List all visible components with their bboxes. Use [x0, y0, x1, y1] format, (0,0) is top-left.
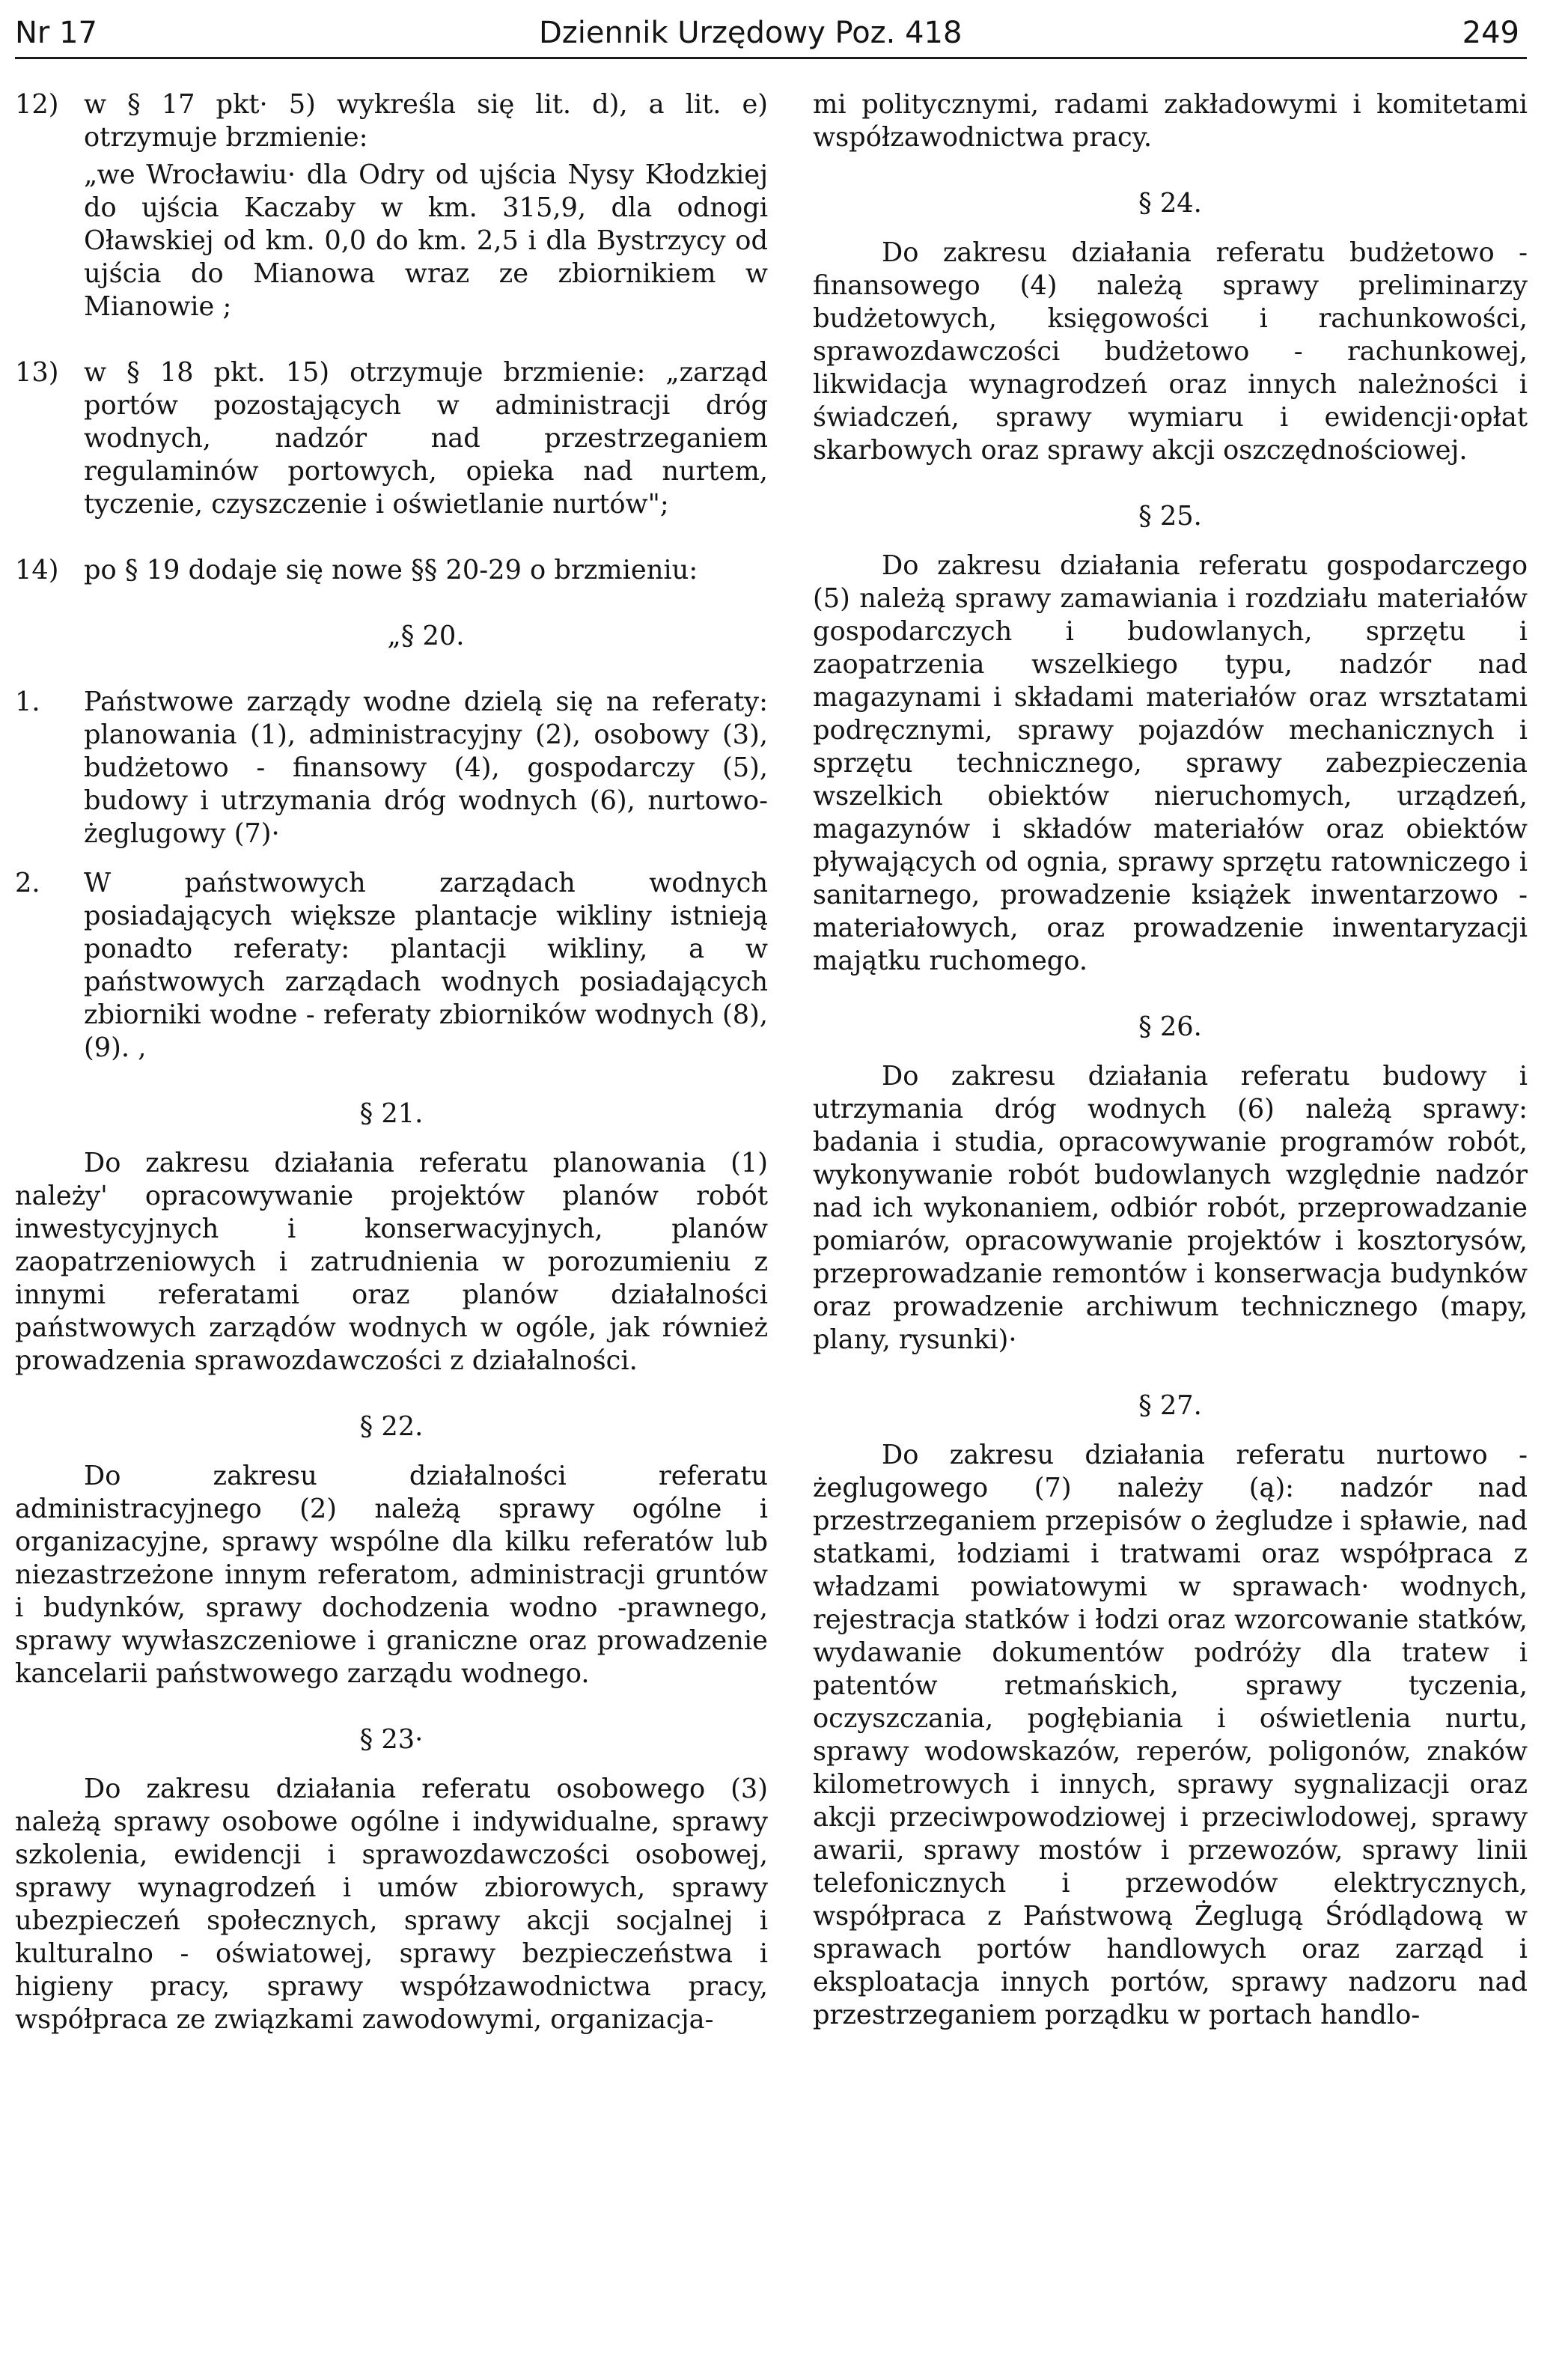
page-header [15, 7, 1527, 59]
section-26-title: § 26. [1138, 1011, 1202, 1042]
section-26-text: Do zakresu działania referatu budowy i utrzymania dróg wodnych (6) należą sprawy: badania i studia, opracowywanie programów robót, wykonywanie robót budowlanych względnie nadzór nad ich wykonaniem, odbiór robót, przeprowadzanie pomiarów, opracowywanie projektów i kosztorysów, przeprowadzanie remontów i konserwacja budynków oraz prowadzenie archiwum technicznego (mapy, plany, rysunki)· [813, 1061, 1528, 1355]
amendment-item-13 [15, 356, 768, 521]
item-number: 12) [15, 89, 59, 120]
section-27-text: Do zakresu działania referatu nurtowo - żeglugowego (7) należy (ą): nadzór nad przestrzeganiem przepisów o żegludze i spławie, nad statkami, łodziami i tratwami oraz współpraca z władzami powiatowymi w sprawach· wodnych, rejestracja statków i łodzi oraz wzorcowanie statków, wydawanie dokumentów podróży dla tratew i patentów retmańskich, sprawy tyczenia, oczyszczania, pogłębiania i oświetlenia nurtu, sprawy wodowskazów, reperów, poligonów, znaków kilometrowych i innych, sprawy sygnalizacji oraz akcji przeciwpowodziowej i przeciwlodowej, sprawy awarii, sprawy mostów i przewozów, sprawy linii telefonicznych i przewodów elektrycznych, współpraca z Państwową Żeglugą Śródlądową w sprawach portów handlowych oraz zarząd i eksploatacja innych portów, sprawy nadzoru nad przestrzeganiem porządku w portach handlo- [813, 1440, 1528, 2030]
page-number: 249 [1462, 16, 1519, 50]
section-20-paragraph-1 [15, 686, 768, 850]
issue-number: Nr 17 [15, 16, 97, 50]
paragraph-text: Państwowe zarządy wodne dzielą się na referaty: planowania (1), administracyjny (2), osobowy (3), budżetowo - finansowy (4), gospodarczy (5), budowy i utrzymania dróg wodnych (6), nurtowo-żeglugowy (7)· [84, 687, 768, 849]
section-25-title: § 25. [1138, 501, 1202, 532]
amendment-item-12 [15, 88, 768, 154]
section-23-text: Do zakresu działania referatu osobowego (3) należą sprawy osobowe ogólne i indywidualne, sprawy szkolenia, ewidencji i sprawozdawczości osobowej, sprawy wynagrodzeń i umów zbiorowych, sprawy ubezpieczeń społecznych, sprawy akcji socjalnej i kulturalno - oświatowej, sprawy bezpieczeństwa i higieny pracy, sprawy współzawodnictwa pracy, współpraca ze związkami zawodowymi, organizacja- [15, 1774, 768, 2035]
paragraph-number: 1. [15, 687, 40, 717]
paragraph-text: W państwowych zarządach wodnych posiadających większe plantacje wikliny istnieją ponadto referaty: plantacji wikliny, a w państwowych zarządach wodnych posiadających zbiorniki wodne - referaty zbiorników wodnych (8), (9). , [84, 868, 768, 1063]
paragraph-number: 2. [15, 868, 40, 898]
section-20-title: „§ 20. [387, 621, 465, 651]
section-24-title: § 24. [1138, 188, 1202, 219]
right-column [813, 88, 1528, 2032]
item-number: 13) [15, 357, 59, 388]
journal-title: Dziennik Urzędowy Poz. 418 [539, 16, 963, 50]
item-text: w § 17 pkt· 5) wykreśla się lit. d), a lit. e) otrzymuje brzmienie: [84, 89, 768, 153]
item-12-quote: „we Wrocławiu· dla Odry od ujścia Nysy Kłodzkiej do ujścia Kaczaby w km. 315,9, dla odnogi Oławskiej od km. 0,0 do km. 2,5 i dla Bystrzycy od ujścia do Mianowa wraz ze zbiornikiem w Mianowie ; [84, 159, 768, 322]
left-column [15, 88, 768, 2036]
section-27-title: § 27. [1138, 1390, 1202, 1421]
section-20-paragraph-2 [15, 867, 768, 1065]
section-22-text: Do zakresu działalności referatu administracyjnego (2) należą sprawy ogólne i organizacyjne, sprawy wspólne dla kilku referatów lub niezastrzeżone innym referatom, administracji gruntów i budynków, sprawy dochodzenia wodno -prawnego, sprawy wywłaszczeniowe i graniczne oraz prowadzenie kancelarii państwowego zarządu wodnego. [15, 1461, 768, 1689]
section-21-text: Do zakresu działania referatu planowania (1) należy' opracowywanie projektów planów robót inwestycyjnych i konserwacyjnych, planów zaopatrzeniowych i zatrudnienia w porozumieniu z innymi referatami oraz planów działalności państwowych zarządów wodnych w ogóle, jak również prowadzenia sprawozdawczości z działalności. [15, 1148, 768, 1376]
item-number: 14) [15, 555, 59, 585]
section-22-title: § 22. [359, 1411, 424, 1442]
item-text: po § 19 dodaje się nowe §§ 20-29 o brzmieniu: [84, 555, 698, 585]
section-23-title: § 23· [359, 1724, 424, 1755]
amendment-item-14 [15, 554, 768, 587]
section-24-text: Do zakresu działania referatu budżetowo - finansowego (4) należą sprawy preliminarzy budżetowych, księgowości i rachunkowości, sprawozdawczości budżetowo - rachunkowej, likwidacja wynagrodzeń oraz innych należności i świadczeń, sprawy wymiaru i ewidencji·opłat skarbowych oraz sprawy akcji oszczędnościowej. [813, 237, 1528, 466]
continued-text: mi politycznymi, radami zakładowymi i komitetami współzawodnictwa pracy. [813, 89, 1528, 153]
section-21-title: § 21. [359, 1098, 424, 1129]
section-25-text: Do zakresu działania referatu gospodarczego (5) należą sprawy zamawiania i rozdziału materiałów gospodarczych i budowlanych, sprzętu i zaopatrzenia wszelkiego typu, nadzór nad magazynami i składami materiałów oraz wrsztatami podręcznymi, sprawy pojazdów mechanicznych i sprzętu technicznego, sprawy zabezpieczenia wszelkich obiektów nieruchomych, urządzeń, magazynów i składów materiałów oraz obiektów pływających od ognia, sprawy sprzętu ratowniczego i sanitarnego, prowadzenie książek inwentarzowo - materiałowych, oraz prowadzenie inwentaryzacji majątku ruchomego. [813, 550, 1528, 976]
item-text: w § 18 pkt. 15) otrzymuje brzmienie: „zarząd portów pozostających w administracji dróg wodnych, nadzór nad przestrzeganiem regulaminów portowych, opieka nad nurtem, tyczenie, czyszczenie i oświetlanie nurtów"; [84, 357, 768, 520]
